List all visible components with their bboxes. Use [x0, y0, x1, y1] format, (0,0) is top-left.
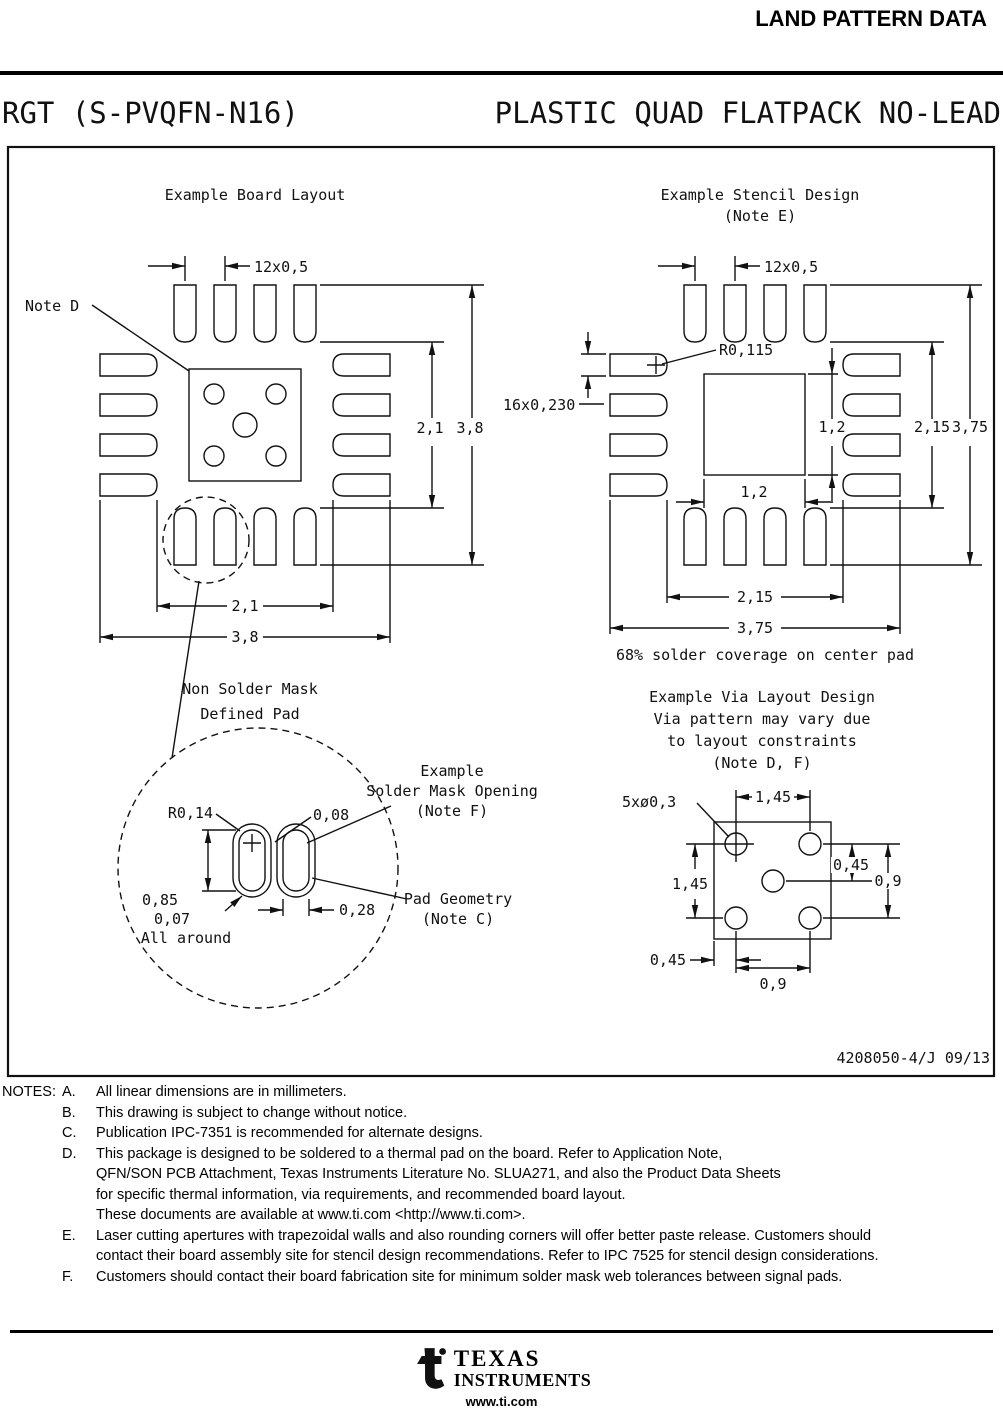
board-dim-v-inner-label: 2,1 — [416, 419, 444, 437]
board-note-d-label: Note D — [25, 297, 80, 315]
detail-dim-gap-label: 0,08 — [313, 806, 350, 824]
detail-title-line1: Non Solder Mask — [182, 680, 318, 698]
note-key-b: B. — [62, 1104, 76, 1121]
footer — [0, 1347, 1003, 1409]
ti-logo — [412, 1347, 592, 1390]
via-title-line3: to layout constraints — [667, 732, 857, 750]
note-line: Publication IPC-7351 is recommended for alternate designs. — [96, 1125, 483, 1141]
note-line: QFN/SON PCB Attachment, Texas Instruments Literature No. SLUA271, and also the Product Data Sheets — [96, 1166, 781, 1182]
mask-callout-line3: (Note F) — [415, 802, 489, 820]
via-dim-bottom2-label: 0,9 — [759, 975, 787, 993]
ti-logo-icon — [412, 1347, 446, 1390]
note-line: This drawing is subject to change without notice. — [96, 1104, 408, 1121]
notes-label: NOTES: — [2, 1084, 56, 1100]
brand-text — [454, 1347, 592, 1390]
stencil-dim-h-mid-label: 2,15 — [736, 588, 774, 606]
stencil-dim-v-outer-label: 3,75 — [951, 418, 989, 436]
note-key-e: E. — [62, 1227, 76, 1244]
via-dim-left-label: 1,45 — [671, 875, 709, 893]
footer-url: www.ti.com — [465, 1394, 538, 1410]
via-dim-top-label: 1,45 — [754, 788, 792, 806]
brand-texas: TEXAS — [453, 1346, 541, 1371]
note-key-d: D. — [62, 1145, 77, 1162]
title-block — [836, 1049, 990, 1067]
note-row-b — [2, 1103, 1001, 1124]
via-holes — [718, 826, 821, 929]
drawing-number: 4208050-4/J 09/13 — [836, 1049, 990, 1067]
detail-leader-line — [172, 581, 199, 758]
note-row-e — [2, 1226, 1001, 1267]
stencil-coverage-note: 68% solder coverage on center pad — [615, 646, 915, 664]
note-line: This package is designed to be soldered to a thermal pad on the board. Refer to Application Note, — [96, 1145, 723, 1162]
pad-detail-drawing — [118, 680, 538, 1008]
detail-dim-width-label: 0,28 — [339, 901, 376, 919]
detail-title-line2: Defined Pad — [200, 705, 300, 723]
note-line: contact their board assembly site for stencil design recommendations. Refer to IPC 7525 for stencil design considerations. — [96, 1248, 879, 1264]
board-dim-h-outer-label: 3,8 — [231, 628, 259, 646]
via-dim-count-label: 5xø0,3 — [622, 793, 677, 811]
board-center-pad — [189, 369, 301, 481]
board-dim-h-inner-label: 2,1 — [231, 597, 259, 615]
board-dim-pitch-label: 12x0,5 — [254, 258, 309, 276]
via-title-line2: Via pattern may vary due — [653, 710, 871, 728]
note-row-f — [2, 1267, 1001, 1288]
stencil-dim-h-pad-label: 1,2 — [740, 483, 768, 501]
note-key-a: A. — [62, 1084, 76, 1100]
note-row-c — [2, 1123, 1001, 1144]
stencil-pads — [610, 285, 900, 565]
stencil-dim-pitch-label: 12x0,5 — [764, 258, 819, 276]
detail-circle — [118, 728, 398, 1008]
geometry-callout-line2: (Note C) — [421, 910, 495, 928]
stencil-dim-h-outer-label: 3,75 — [736, 619, 774, 637]
note-row-a — [2, 1082, 1001, 1103]
detail-pads — [233, 824, 315, 897]
note-line: for specific thermal information, via requirements, and recommended board layout. — [96, 1186, 626, 1203]
note-row-d — [2, 1144, 1001, 1226]
board-dim-v-outer-label: 3,8 — [456, 419, 484, 437]
note-line: Customers should contact their board fabrication site for minimum solder mask web tolerances between signal pads. — [96, 1268, 843, 1285]
detail-dim-margin-label: 0,07 — [153, 910, 191, 928]
mask-callout-line1: Example — [420, 762, 484, 780]
stencil-title: Example Stencil Design — [660, 186, 860, 204]
stencil-center-aperture — [704, 374, 805, 475]
detail-margin-note: All around — [140, 929, 232, 947]
via-dim-right2-label: 0,9 — [874, 872, 902, 890]
stencil-design-drawing — [503, 186, 988, 664]
package-code: RGT (S-PVQFN-N16) — [2, 96, 299, 130]
board-layout-title: Example Board Layout — [164, 186, 346, 204]
detail-dim-length-label: 0,85 — [141, 891, 179, 909]
note-line: Laser cutting apertures with trapezoidal walls and also rounding corners will offer better paste release. Customers should — [96, 1227, 872, 1244]
note-line: These documents are available at www.ti.com <http://www.ti.com>. — [96, 1207, 526, 1223]
via-layout-drawing — [622, 688, 905, 993]
bottom-rule — [10, 1330, 993, 1333]
mask-callout-line2: Solder Mask Opening — [366, 782, 538, 800]
notes-section — [2, 1082, 1001, 1287]
via-dim-right1-label: 0,45 — [832, 856, 870, 874]
note-key-f: F. — [62, 1268, 74, 1285]
via-title-line4: (Note D, F) — [712, 754, 812, 772]
package-name: PLASTIC QUAD FLATPACK NO-LEAD — [494, 96, 1001, 130]
stencil-dim-radius-label: R0,115 — [719, 341, 774, 359]
doc-title: LAND PATTERN DATA — [755, 6, 987, 31]
via-dim-bottom1-label: 0,45 — [649, 951, 686, 969]
stencil-dim-v-pad-label: 1,2 — [818, 418, 846, 436]
brand-instruments: INSTRUMENTS — [453, 1370, 592, 1391]
stencil-subtitle: (Note E) — [723, 207, 797, 225]
stencil-dim-v-mid-label: 2,15 — [913, 418, 951, 436]
stencil-dim-aperture-label: 16x0,230 — [503, 396, 576, 414]
note-line: All linear dimensions are in millimeters. — [96, 1084, 347, 1100]
via-dimensions — [622, 788, 905, 993]
via-title-line1: Example Via Layout Design — [649, 688, 875, 706]
board-layout-drawing — [25, 186, 484, 758]
note-key-c: C. — [62, 1125, 77, 1141]
geometry-callout-line1: Pad Geometry — [403, 890, 513, 908]
detail-dim-radius-label: R0,14 — [167, 804, 213, 822]
